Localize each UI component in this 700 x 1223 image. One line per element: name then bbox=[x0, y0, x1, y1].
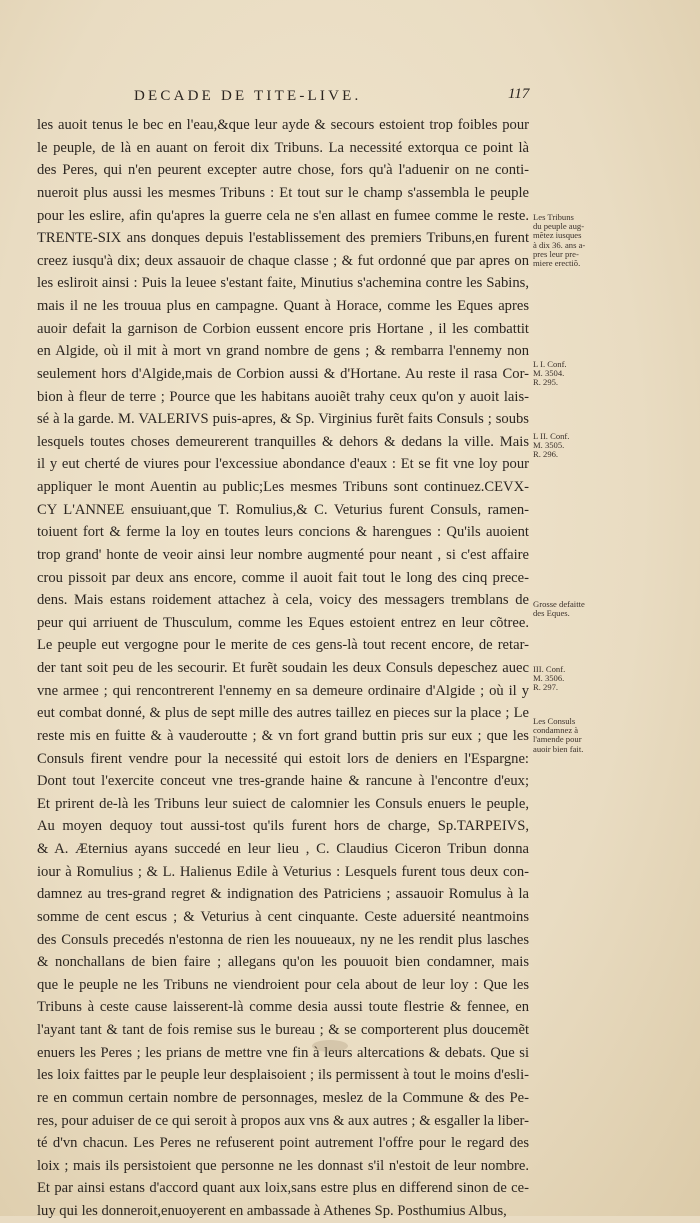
text-line: & nonchallans de bien faire ; allegans qu'on les pouuoit bien condamner, mais bbox=[37, 954, 529, 971]
margin-note-line: miere erectiõ. bbox=[533, 258, 581, 269]
text-line: & A. Æternius ayans succedé en leur lieu , C. Claudius Ciceron Tribun donna bbox=[37, 841, 529, 857]
text-line: enuers les Peres ; les prians de mettre vne fin à leurs altercations & debats. Que si bbox=[37, 1044, 529, 1061]
margin-note-line: condamnez à bbox=[533, 725, 579, 736]
text-line: Le peuple eut vergogne pour le merite de ces gens-là tout recent encore, de retar- bbox=[37, 637, 529, 654]
text-line: il y eut cherté de viures pour l'excessiue abondance d'eaux : Et se fit vne loy pour bbox=[37, 456, 529, 473]
text-line: peur qui arriuent de Thusculum, comme les Eques estoient entrez en leur cõtree. bbox=[37, 614, 529, 631]
margin-note-line: auoir bien fait. bbox=[533, 743, 584, 754]
text-line: vne armee ; qui rencontrerent l'ennemy en sa demeure ordinaire d'Algide ; où il y bbox=[37, 682, 529, 699]
margin-note-line: du peuple aug- bbox=[533, 221, 585, 232]
margin-note-amende bbox=[533, 717, 597, 754]
text-line: creez iusqu'à dix; deux assauoir de chaque classe ; & fut ordonné que par apres on bbox=[37, 252, 529, 269]
text-line: iour à Romulius ; & L. Halienus Edile à Veturius : Lesquels furent tous deux con- bbox=[37, 863, 529, 880]
text-line: Tribuns à ceste cause laisserent-là comme desia aussi toute flestrie & fennee, en bbox=[37, 999, 529, 1016]
ink-stain bbox=[312, 1040, 348, 1052]
margin-note-line: R. 296. bbox=[533, 449, 559, 460]
text-line: CY L'ANNEE ensuiuant,que T. Romulius,& C. Veturius furent Consuls, ramen- bbox=[37, 501, 529, 518]
margin-note-line: Les Tribuns bbox=[533, 212, 574, 222]
text-line: Et par ainsi estans d'accord quant aux loix,sans estre plus en differend sinon de ce- bbox=[37, 1180, 529, 1197]
text-line: auoir defait la garnison de Corbion eussent encore pris Hortane , il les combattit bbox=[37, 320, 529, 337]
margin-note-line: mẽtez iusques bbox=[533, 230, 582, 241]
text-line: bion à fleur de terre ; Pource que les habitans auoiẽt trahy ceux qu'on y auoit lais- bbox=[37, 388, 529, 405]
margin-note-line: M. 3506. bbox=[533, 673, 565, 684]
text-line: lesquels toutes choses demeurerent tranquilles & dehors & dedans la ville. Mais bbox=[37, 433, 529, 450]
text-line: des Consuls precedés n'estonna de rien les nouueaux, ny ne les rendit plus lasches bbox=[37, 931, 529, 948]
text-line: les auoit tenus le bec en l'eau,&que leur ayde & secours estoient trop foibles pour bbox=[37, 117, 529, 133]
text-line: Et prirent de-là les Tribuns leur suiect de calomnier les Consuls enuers le peuple, bbox=[37, 795, 529, 812]
text-line: sé à la garde. M. VALERIVS puis-apres, & Sp. Virginius furẽt faits Consuls ; soubs bbox=[37, 411, 529, 428]
margin-note-line: des Eques. bbox=[533, 608, 570, 619]
text-line: re en commun certain nombre de personnages, meslez de la Commune & des Pe- bbox=[37, 1089, 529, 1106]
text-line: les esliroit ainsi : Puis la leuee s'estant faite, Minutius s'achemina contre les Sabins, bbox=[37, 275, 529, 292]
text-line: res, pour aduiser de ce qui seroit à propos aux vns & aux autres ; & esgaller la liber- bbox=[37, 1112, 529, 1129]
text-line: Dont tout l'exercite conceut vne tres-grande haine & rancune à l'encontre d'eux; bbox=[37, 773, 529, 790]
margin-note-line: R. 297. bbox=[533, 682, 559, 693]
text-line: eut combat donné, & plus de sept mille des autres taillez en pieces sur la place ; Le bbox=[37, 705, 529, 722]
text-line: l'ayant tant & tant de fois remise sus le bureau ; & se comporterent plus doucemẽt bbox=[37, 1022, 529, 1038]
main-text bbox=[37, 114, 529, 1223]
margin-note-consuls-1 bbox=[533, 360, 597, 388]
text-line: reste mis en fuitte & à vauderoutte ; & vn fort grand buttin pris sur eux ; que les bbox=[37, 727, 529, 744]
margin-note-line: III. Conf. bbox=[533, 664, 566, 674]
text-line: trop grand' honte de veoir ainsi leur nombre augmenté pour neant , si c'est affaire bbox=[37, 546, 529, 563]
text-line: en Algide, où il mit à mort vn grand nombre de gens ; & rembarra l'ennemy non bbox=[37, 343, 529, 360]
margin-note-line: à dix 36. ans a- bbox=[533, 239, 586, 250]
text-line: que le peuple ne les Tribuns ne viendroient pour cela about de leur loy : Que les bbox=[37, 976, 529, 993]
text-line: Consuls firent vendre pour la necessité qui estoit lors de deniers en l'Espargne: bbox=[37, 750, 529, 767]
text-line: appliquer le mont Auentin au public;Les mesmes Tribuns sont continuez.CEVX- bbox=[37, 479, 529, 495]
text-line: les loix faittes par le peuple leur desplaisoient ; ils permissent à tout le moins d'esli- bbox=[37, 1067, 529, 1084]
text-line: TRENTE-SIX ans donques depuis l'establissement des premiers Tribuns,en furent bbox=[37, 230, 529, 247]
text-line: mais il ne les trouua plus en campagne. Quant à Horace, comme les Eques apres bbox=[37, 298, 529, 314]
text-line: le peuple, de là en auant on feroit dix Tribuns. La necessité extorqua ce point là bbox=[37, 139, 529, 156]
text-line: dens. Mais estans roidement attachez à cela, voicy des messagers tremblans de bbox=[37, 592, 529, 609]
text-line: des Peres, qui n'en peurent excepter autre chose, fors qu'à l'aduenir on ne conti- bbox=[37, 162, 529, 179]
text-line: loix ; mais ils persistoient que personne ne les donnast s'il n'estoit de leur nombre. bbox=[37, 1157, 529, 1174]
margin-note-line: Les Consuls bbox=[533, 716, 576, 726]
margin-note-line: Grosse defaitte bbox=[533, 599, 585, 609]
page-number: 117 bbox=[508, 86, 530, 102]
margin-note-tribuns bbox=[533, 213, 597, 268]
text-line: crou pissoit par deux ans encore, comme il auoit fait tout le long des cinq prece- bbox=[37, 569, 529, 586]
margin-note-line: L I. Conf. bbox=[533, 359, 567, 369]
text-line: damnez au tres-grand regret & indignation des Patriciens ; assauoir Romulus à la bbox=[37, 886, 529, 903]
text-line: seulement hors d'Algide,mais de Corbion aussi & d'Hortane. Au reste il rasa Cor- bbox=[37, 365, 529, 382]
margin-note-line: R. 295. bbox=[533, 377, 559, 388]
margin-note-line: l'amende pour bbox=[533, 734, 582, 745]
margin-note-line: pres leur pre- bbox=[533, 248, 579, 259]
text-line: pour les eslire, afin qu'apres la guerre cela ne s'en allast en fumee comme le reste. bbox=[37, 207, 529, 224]
text-line: der tant soit peu de les secourir. Et furẽt soudain les deux Consuls depeschez auec bbox=[37, 660, 529, 676]
text-line: té d'vn chacun. Les Peres ne refuserent point autrement l'offre pour le regard des bbox=[37, 1135, 529, 1152]
text-line: Au moyen dequoy tout aussi-tost qu'ils furent hors de charge, Sp.TARPEIVS, bbox=[37, 818, 529, 835]
text-line: luy qui les donneroit,enuoyerent en ambassade à Athenes Sp. Posthumius Albus, bbox=[37, 1203, 507, 1219]
margin-note-line: M. 3505. bbox=[533, 440, 565, 451]
text-line: somme de cent escus ; & Veturius à cent cinquante. Ceste aduersité neantmoins bbox=[37, 908, 529, 925]
text-line: nueroit plus aussi les mesmes Tribuns : Et tout sur le champ s'assembla le peuple bbox=[37, 184, 529, 201]
margin-note-line: L II. Conf. bbox=[533, 431, 570, 441]
running-header: DECADE DE TITE-LIVE. bbox=[134, 88, 362, 104]
margin-note-line: M. 3504. bbox=[533, 368, 565, 379]
margin-note-consuls-2 bbox=[533, 432, 597, 460]
margin-note-consuls-3 bbox=[533, 665, 597, 693]
text-line: toiuent fort & ferme la loy en toutes leurs concions & harengues : Qu'ils auoient bbox=[37, 524, 529, 541]
margin-note-eques bbox=[533, 600, 597, 618]
